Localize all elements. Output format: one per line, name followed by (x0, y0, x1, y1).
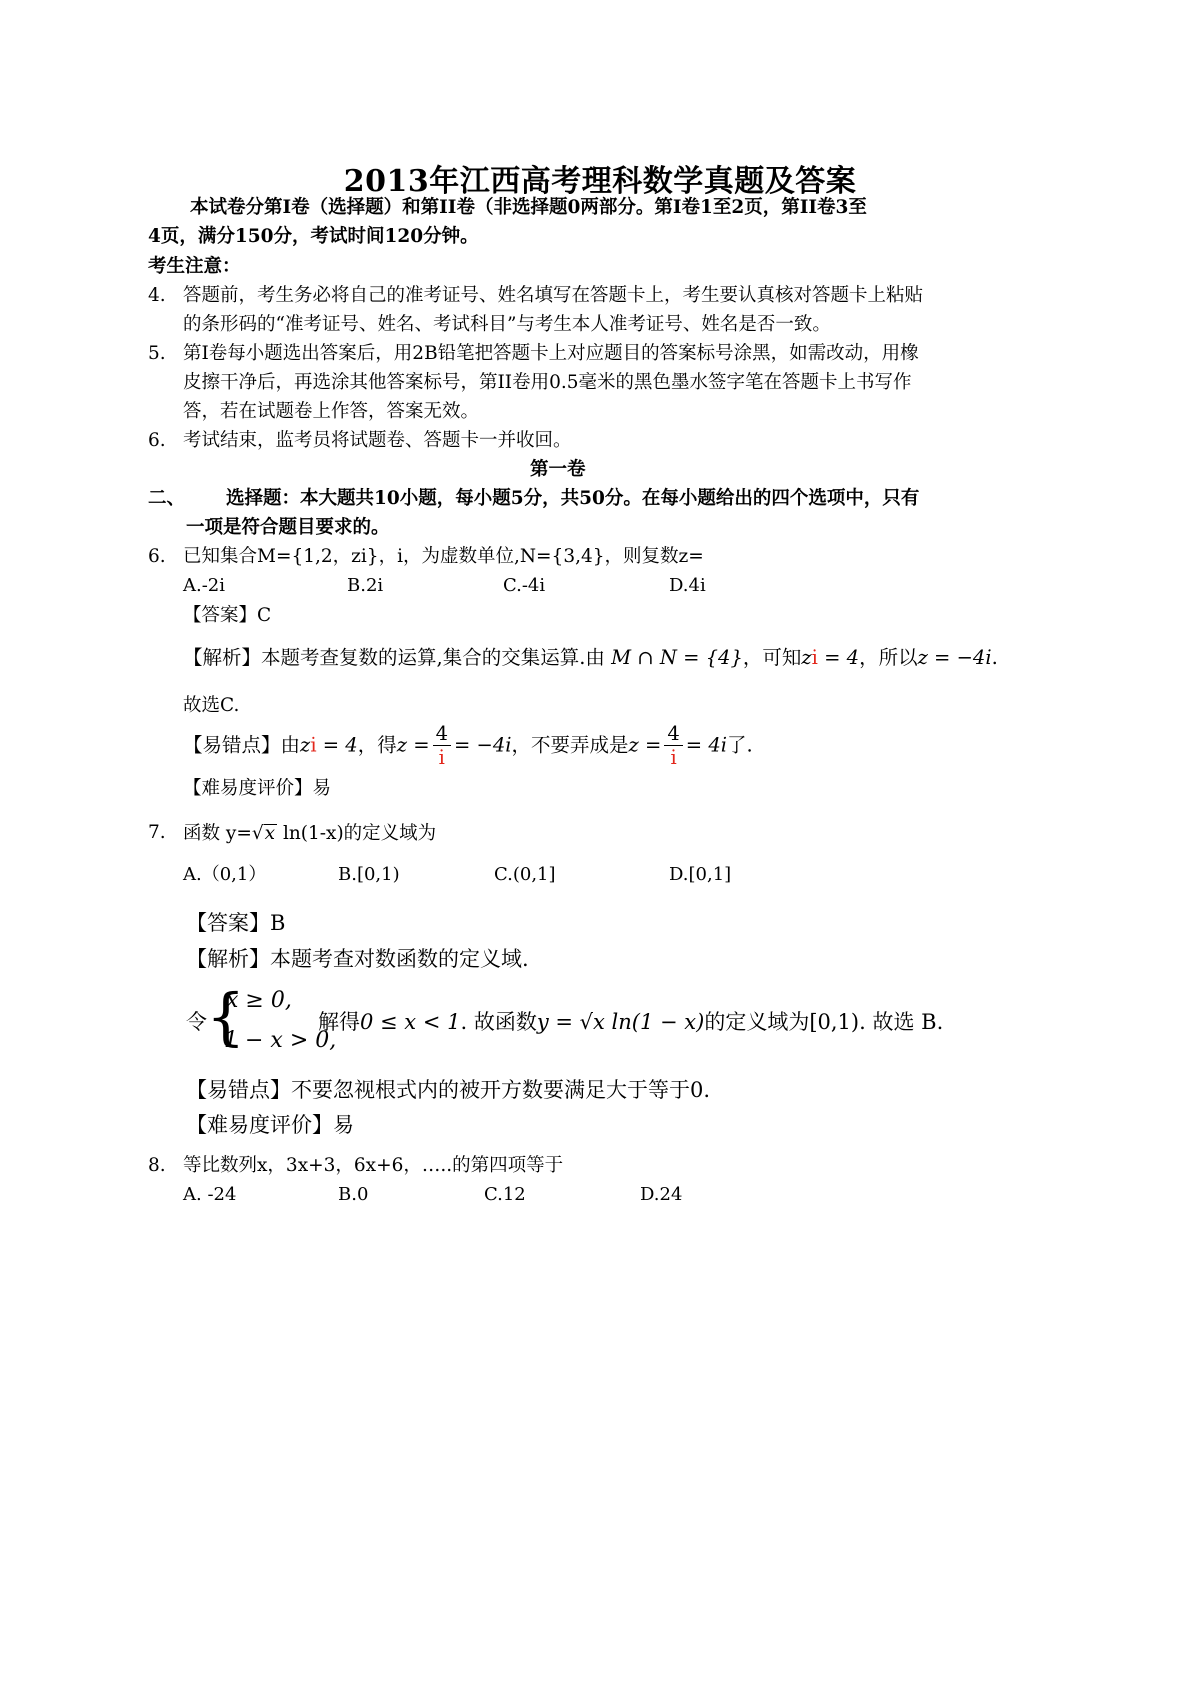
part-number: 二、 (148, 488, 186, 509)
formula-intersection: M ∩ N = {4} (611, 646, 743, 669)
answer: 【答案】C (183, 605, 272, 626)
notice-text: 答，若在试题卷上作答，答案无效。 (183, 401, 480, 422)
pitfall-text: 由 (280, 733, 301, 757)
option-b: B.0 (338, 1184, 369, 1205)
formula-result: z = −4i (917, 646, 992, 669)
intro-line-2: 4页，满分150分，考试时间120分钟。 (148, 226, 479, 247)
notice-text: 考试结束，监考员将试题卷、答题卡一并收回。 (183, 430, 572, 451)
question-stem: 函数 y=√x ln(1-x)的定义域为 (183, 823, 437, 844)
imaginary-unit: i (811, 646, 818, 669)
pitfall-text: ，得 (357, 733, 397, 757)
analysis: 【解析】本题考查对数函数的定义域. (186, 947, 529, 971)
notice-number: 5. (148, 343, 166, 364)
pitfall: 【易错点】由zi = 4，得z = $\frac{4}{i}$ = −4i，不要弄成是z = $\frac{4}{i}$ = 4i了. (183, 722, 753, 770)
stem-text: 函数 y= (183, 823, 252, 844)
inequality-case-1: x ≥ 0, (226, 988, 292, 1013)
solution-text: . 故选 B. (859, 1010, 944, 1034)
notice-text: 皮擦干净后，再选涂其他答案标号，第II卷用0.5毫米的黑色墨水签字笔在答题卡上书写作 (183, 372, 912, 393)
question-stem: 已知集合M={1,2，zi}，i，为虚数单位,N={3,4}，则复数z= (183, 546, 704, 567)
question-number: 6. (148, 546, 166, 567)
option-d: D.[0,1] (669, 864, 732, 885)
notice-text: 的条形码的“准考证号、姓名、考试科目”与考生本人准考证号、姓名是否一致。 (183, 314, 831, 335)
notice-number: 6. (148, 430, 166, 451)
option-a: A.-2i (183, 575, 226, 596)
section-title: 第一卷 (530, 459, 586, 480)
option-a: A.（0,1） (183, 864, 267, 885)
formula-inequality: 0 ≤ x < 1 (360, 1010, 461, 1034)
notice-heading: 考生注意： (148, 256, 241, 277)
option-c: C.12 (484, 1184, 526, 1205)
option-d: D.4i (669, 575, 706, 596)
formula-domain: [0,1) (809, 1010, 860, 1034)
analysis-text: ，所以 (859, 646, 918, 669)
question-stem: 等比数列x，3x+3，6x+6，…..的第四项等于 (183, 1155, 564, 1176)
fraction-denominator: i (438, 746, 445, 770)
formula-value: = 4 (316, 733, 358, 757)
solution (318, 1012, 943, 1033)
fraction (433, 722, 451, 770)
analysis-text: 本题考查复数的运算,集合的交集运算.由 (261, 646, 605, 669)
part-heading-line-1: 选择题：本大题共10小题，每小题5分，共50分。在每小题给出的四个选项中，只有 (226, 488, 920, 509)
ling-text: 令 (186, 1010, 207, 1034)
sqrt-argument: x (264, 823, 276, 844)
fraction (664, 722, 682, 770)
option-b: B.2i (347, 575, 384, 596)
notice-text: 第Ⅰ卷每小题选出答案后，用2B铅笔把答题卡上对应题目的答案标号涂黑，如需改动，用橡 (183, 343, 919, 364)
pitfall-text: ，不要弄成是 (511, 733, 629, 757)
notice-text: 答题前，考生务必将自己的准考证号、姓名填写在答题卡上，考生要认真核对答题卡上粘贴 (183, 285, 924, 306)
fraction-denominator: i (670, 746, 677, 770)
analysis (183, 648, 998, 668)
conclusion: 故选C. (183, 695, 240, 716)
option-c: C.-4i (503, 575, 546, 596)
solution-text: 解得 (318, 1010, 360, 1034)
imaginary-unit: i (310, 733, 317, 757)
option-b: B.[0,1) (338, 864, 400, 885)
fraction-numerator: 4 (433, 722, 451, 746)
difficulty: 【难易度评价】易 (183, 778, 332, 799)
notice-number: 4. (148, 285, 166, 306)
inequality-case-2: 1 − x > 0, (224, 1028, 337, 1053)
stem-text: ln(1-x)的定义域为 (277, 823, 437, 844)
page-title: 2013年江西高考理科数学真题及答案 (343, 164, 857, 199)
pitfall: 【易错点】不要忽视根式内的被开方数要满足大于等于0. (186, 1078, 711, 1102)
formula-result: = −4i (453, 733, 512, 757)
answer: 【答案】B (186, 911, 286, 935)
fraction-numerator: 4 (664, 722, 682, 746)
formula-variable: z (801, 646, 812, 669)
formula-variable: z (396, 733, 408, 757)
formula-variable: z (628, 733, 639, 757)
formula-value: = 4 (817, 646, 860, 669)
brace-symbol: { (206, 980, 246, 1053)
solution-text: . 故函数 (460, 1010, 537, 1034)
intro-line-1: 本试卷分第Ⅰ卷（选择题）和第II卷（非选择题0两部分。第Ⅰ卷1至2页，第II卷3至 (190, 197, 867, 218)
pitfall-text: 了. (726, 733, 753, 757)
formula-function: y = √x ln(1 − x) (536, 1010, 705, 1034)
question-number: 8. (148, 1155, 166, 1176)
formula-variable: z (300, 733, 311, 757)
analysis-text: ，可知 (742, 646, 802, 669)
pitfall-label: 【易错点】 (183, 733, 281, 757)
difficulty: 【难易度评价】易 (186, 1113, 354, 1137)
option-d: D.24 (640, 1184, 683, 1205)
solution-text: 的定义域为 (704, 1010, 810, 1034)
part-heading-line-2: 一项是符合题目要求的。 (186, 517, 390, 538)
option-c: C.(0,1] (494, 864, 556, 885)
question-number: 7. (148, 822, 166, 843)
option-a: A. -24 (183, 1184, 237, 1205)
analysis-label: 【解析】 (183, 646, 262, 669)
formula-result: = 4i (685, 733, 727, 757)
analysis-period: . (991, 646, 998, 669)
